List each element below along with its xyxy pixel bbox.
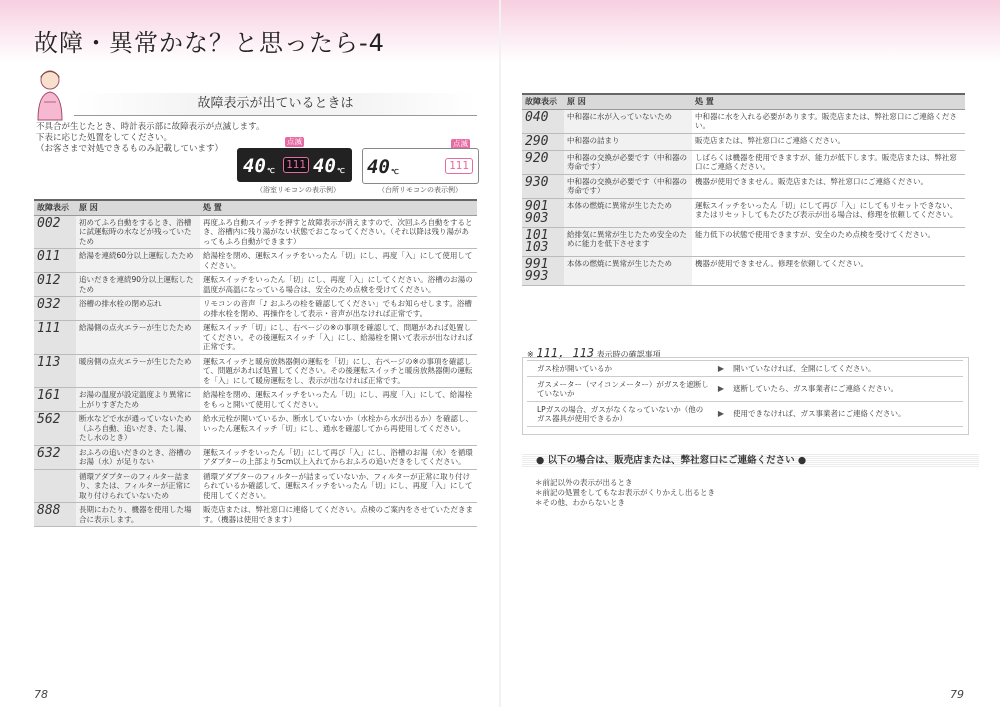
note-codes: 111, 113 — [536, 346, 595, 360]
intro-line: 下表に応じた処置をしてください。 — [36, 133, 173, 143]
contact-list — [535, 478, 715, 508]
blink-tag: 点滅 — [453, 139, 468, 148]
error-action: 循環アダプターのフィルターが詰まっていないか、フィルターが正常に取り付けられているか確認して、運転スイッチをいったん「切」にし、再度「入」にして使用してください。 — [200, 469, 477, 503]
table-row — [34, 297, 477, 321]
check-answer: 開いていなければ、全開にしてください。 — [733, 363, 876, 373]
error-action: 運転スイッチをいったん「切」にして再び「入」にしてもリセットできない、またはリセットしてもたびたび表示が出る場合は、修理を依頼してください。 — [692, 198, 965, 227]
error-code — [34, 469, 76, 503]
table-row — [34, 503, 477, 527]
error-action: 給湯栓を閉め、運転スイッチをいったん「切」にし、再度「入」にして、給湯栓をもっと開いて使用してください。 — [200, 388, 477, 412]
check-question: LPガスの場合、ガスがなくなっていないか（他のガス器具が使用できるか） — [527, 405, 709, 424]
table-row — [522, 227, 965, 256]
check-item — [527, 402, 963, 427]
error-cause: 給排気に異常が生じたため安全のために能力を低下させます — [564, 227, 692, 256]
error-cause: 初めてふろ自動をするとき、浴槽に試運転時の水などが残っていたため — [76, 215, 200, 249]
note-suffix: 表示時の確認事項 — [596, 350, 661, 359]
error-cause: 循環アダプターのフィルター詰まり、または、フィルターが正常に取り付けられていないため — [76, 469, 200, 503]
kitchen-caption: （台所リモコンの表示例） — [378, 186, 462, 194]
error-action: 販売店または、弊社窓口に連絡してください。点検のご案内をさせていただきます。（機器は使用できます） — [200, 503, 477, 527]
contact-item: ＊前記以外の表示が出るとき — [535, 478, 633, 487]
header-cause: 原 因 — [76, 200, 200, 215]
error-action: 能力低下の状態で使用できますが、安全のため点検を受けてください。 — [692, 227, 965, 256]
kitchen-error-code: 111 — [445, 158, 473, 174]
kitchen-remote-display — [362, 148, 479, 184]
error-rows-left — [34, 215, 477, 527]
error-action: 再度ふろ自動スイッチを押すと故障表示が消えますので、次回ふろ自動をするとき、浴槽内に残り湯がない状態でおこなってください。（それ以降は残り湯があってもふろ自動ができます） — [200, 215, 477, 249]
error-cause: 浴槽の排水栓の閉め忘れ — [76, 297, 200, 321]
bath-temp: 40 — [243, 155, 266, 177]
error-action: 機器が使用できません。修理を依頼してください。 — [692, 256, 965, 285]
error-cause: 給湯側の点火エラーが生じたため — [76, 321, 200, 355]
error-code: 040 — [522, 109, 564, 133]
error-cause: 暖房側の点火エラーが生じたため — [76, 354, 200, 388]
check-item — [527, 377, 963, 402]
table-row — [34, 249, 477, 273]
error-action: 給水元栓が開いているか、断水していないか（水栓から水が出るか）を確認し、いったん運転スイッチ「切」にし、通水を確認してから再使用してください。 — [200, 412, 477, 446]
error-action: 運転スイッチをいったん「切」にし、再度「入」にしてください。浴槽のお湯の温度が高温になっている場合は、安全のため点検を受けてください。 — [200, 273, 477, 297]
table-row — [522, 150, 965, 174]
bath-remote-display — [237, 148, 352, 182]
contact-item: ＊前記の処置をしてもなお表示がくりかえし出るとき — [535, 488, 715, 497]
header-action: 処 置 — [200, 200, 477, 215]
check-item — [527, 360, 963, 377]
header-cause: 原 因 — [564, 94, 692, 109]
error-action: しばらくは機器を使用できますが、能力が低下します。販売店または、弊社窓口にご連絡ください。 — [692, 150, 965, 174]
kitchen-temp: 40 — [367, 156, 390, 178]
error-cause: 追いだきを連続90分以上運転したため — [76, 273, 200, 297]
table-row — [522, 174, 965, 198]
error-code: 888 — [34, 503, 76, 527]
error-action: 販売店または、弊社窓口にご連絡ください。 — [692, 133, 965, 150]
intro-line: 不具合が生じたとき、時計表示部に故障表示が点滅します。 — [36, 122, 265, 132]
arrow-right-icon: ▶ — [717, 363, 725, 373]
error-code: 002 — [34, 215, 76, 249]
error-code: 111 — [34, 321, 76, 355]
error-action: リモコンの音声「♪ おふろの栓を確認してください」でもお知らせします。浴槽の排水栓を閉め、再操作をして表示・音声が出なければ正常です。 — [200, 297, 477, 321]
error-cause: 本体の燃焼に異常が生じたため — [564, 256, 692, 285]
error-cause: 給湯を連続60分以上運転したため — [76, 249, 200, 273]
table-row — [34, 445, 477, 469]
intro-line: （お客さまで対処できるものみ記載しています） — [36, 144, 224, 154]
error-cause: お湯の温度が設定温度より異常に上がりすぎたため — [76, 388, 200, 412]
section-title: 故障表示が出ているときは — [74, 93, 477, 116]
error-cause: 本体の燃焼に異常が生じたため — [564, 198, 692, 227]
error-cause: 中和器の交換が必要です（中和器の寿命です） — [564, 150, 692, 174]
error-table-left — [34, 199, 477, 527]
unit: ℃ — [267, 167, 275, 175]
table-row — [522, 198, 965, 227]
unit: ℃ — [391, 168, 399, 176]
page-number-left: 78 — [34, 688, 48, 701]
bath-error-code: 111 — [283, 157, 309, 173]
table-row — [34, 321, 477, 355]
error-code: 920 — [522, 150, 564, 174]
error-cause: 中和器の詰まり — [564, 133, 692, 150]
arrow-right-icon: ▶ — [717, 409, 725, 419]
error-cause: 中和器の交換が必要です（中和器の寿命です） — [564, 174, 692, 198]
contact-heading: ● 以下の場合は、販売店または、弊社窓口にご連絡ください ● — [522, 454, 979, 468]
error-code: 101 103 — [522, 227, 564, 256]
error-code: 113 — [34, 354, 76, 388]
table-row — [522, 256, 965, 285]
bath-temp-2: 40 — [313, 155, 336, 177]
error-action: 運転スイッチをいったん「切」にして再び「入」にし、浴槽のお湯（水）を循環アダプターの上部より5cm以上入れてからおふろの追いだきをしてください。 — [200, 445, 477, 469]
intro-text — [36, 122, 264, 155]
table-row — [34, 215, 477, 249]
error-action: 運転スイッチ「切」にし、右ページの※の事項を確認して、問題があれば処置してください。その後運転スイッチ「入」にし、給湯栓を開いて表示が出なければ正常です。 — [200, 321, 477, 355]
header-code: 故障表示 — [34, 200, 76, 215]
error-cause: 長期にわたり、機器を使用した場合に表示します。 — [76, 503, 200, 527]
page-title: 故障・異常かな？と思ったら-4 — [34, 29, 385, 57]
note-prefix: ※ — [527, 350, 534, 359]
error-action: 給湯栓を閉め、運転スイッチをいったん「切」にし、再度「入」にして使用してください。 — [200, 249, 477, 273]
error-cause: 中和器に水が入っていないため — [564, 109, 692, 133]
table-row — [34, 354, 477, 388]
error-code: 930 — [522, 174, 564, 198]
error-cause: 断水などで水が通っていないため（ふろ自動、追いだき、たし湯、たし水のとき） — [76, 412, 200, 446]
bath-caption: （浴室リモコンの表示例） — [256, 186, 340, 194]
table-row — [34, 273, 477, 297]
error-code: 290 — [522, 133, 564, 150]
check-question: ガス栓が開いているか — [527, 364, 709, 374]
arrow-right-icon: ▶ — [717, 384, 725, 394]
error-action: 機器が使用できません。販売店または、弊社窓口にご連絡ください。 — [692, 174, 965, 198]
table-row — [34, 412, 477, 446]
page-number-right: 79 — [950, 688, 964, 701]
error-code: 012 — [34, 273, 76, 297]
check-list — [527, 360, 963, 427]
check-answer: 使用できなければ、ガス事業者にご連絡ください。 — [733, 409, 906, 419]
unit: ℃ — [337, 167, 345, 175]
error-action: 中和器に水を入れる必要があります。販売店または、弊社窓口にご連絡ください。 — [692, 109, 965, 133]
error-code: 632 — [34, 445, 76, 469]
table-row — [522, 133, 965, 150]
check-answer: 遮断していたら、ガス事業者にご連絡ください。 — [733, 384, 898, 394]
error-table-right — [522, 93, 965, 286]
header-action: 処 置 — [692, 94, 965, 109]
contact-item: ＊その他、わからないとき — [535, 498, 625, 507]
error-code: 011 — [34, 249, 76, 273]
error-code: 562 — [34, 412, 76, 446]
table-row — [34, 469, 477, 503]
header-code: 故障表示 — [522, 94, 564, 109]
page-spine — [499, 0, 501, 707]
error-cause: おふろの追いだきのとき、浴槽のお湯（水）が足りない — [76, 445, 200, 469]
error-code: 991 993 — [522, 256, 564, 285]
woman-illustration-icon — [30, 66, 70, 122]
blink-tag: 点滅 — [287, 137, 302, 146]
error-rows-right — [522, 109, 965, 285]
error-action: 運転スイッチと暖房放熱器側の運転を「切」にし、右ページの※の事項を確認して、問題があれば処置してください。その後運転スイッチと暖房放熱器側の運転を「入」にして暖房運転をし、表示が出なければ正常です。 — [200, 354, 477, 388]
error-code: 161 — [34, 388, 76, 412]
table-row — [34, 388, 477, 412]
error-code: 901 903 — [522, 198, 564, 227]
error-code: 032 — [34, 297, 76, 321]
table-row — [522, 109, 965, 133]
check-question: ガスメーター（マイコンメーター）がガスを遮断していないか — [527, 380, 709, 399]
